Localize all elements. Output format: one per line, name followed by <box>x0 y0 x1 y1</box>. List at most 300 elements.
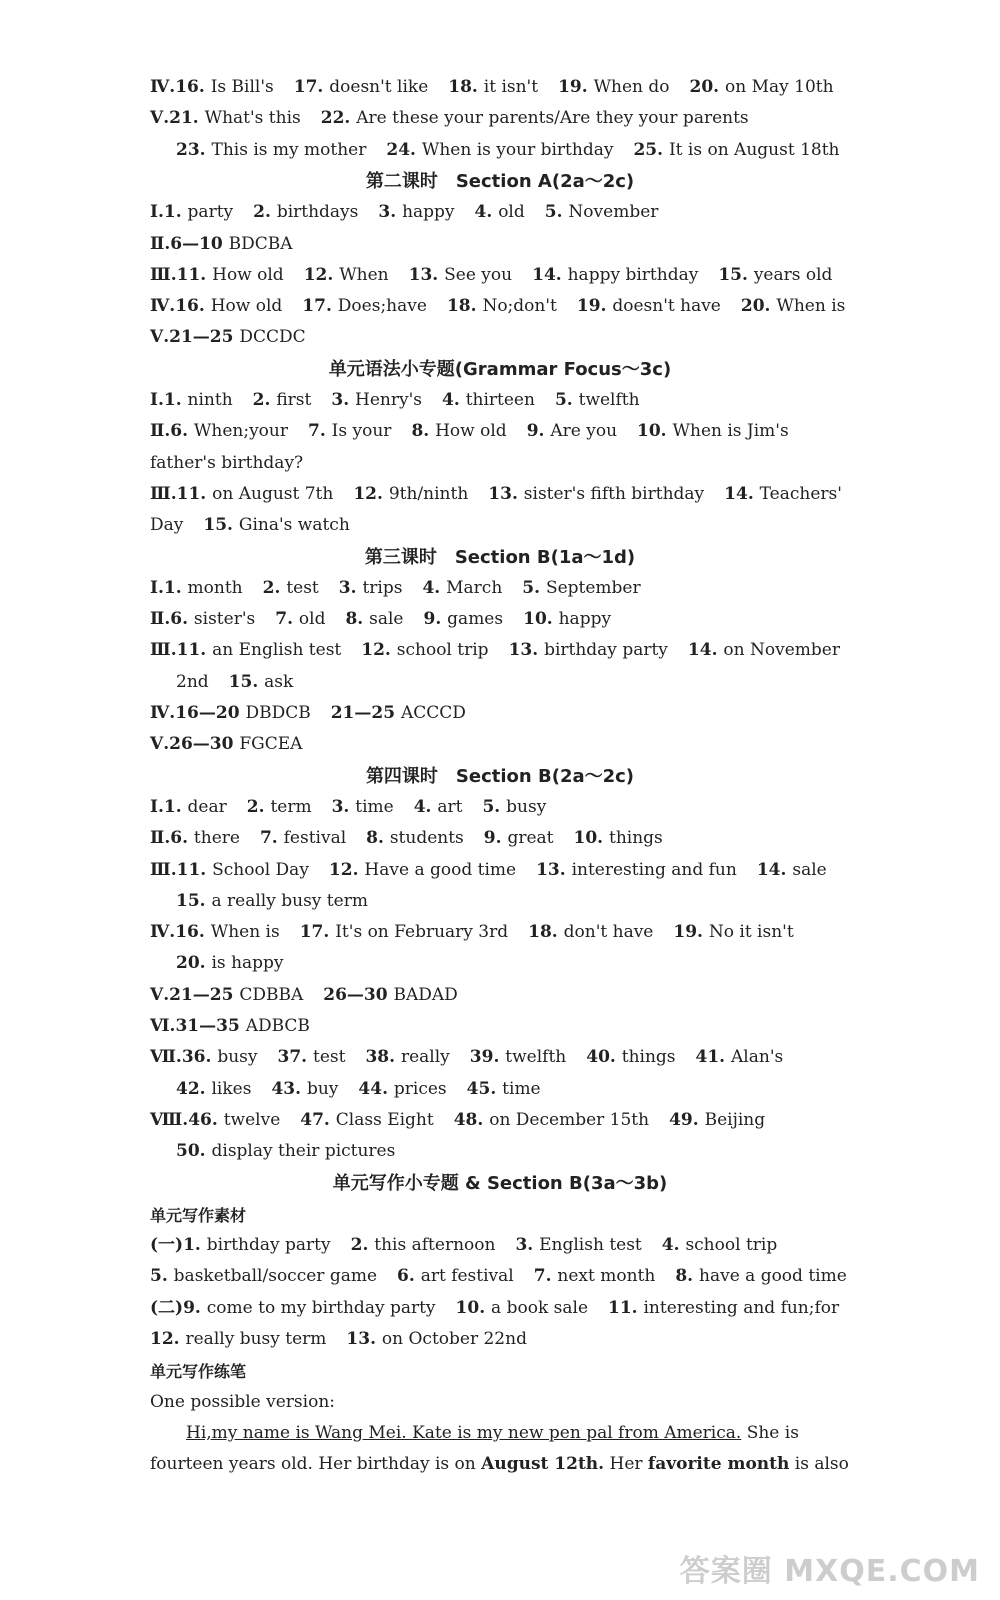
question-number: 24. <box>386 139 422 160</box>
answer-item <box>164 390 253 410</box>
roman-numeral: Ⅳ. <box>150 296 176 317</box>
answer-item <box>484 828 574 848</box>
answer-text: busy <box>506 796 547 817</box>
answer-item <box>331 703 486 723</box>
answer-text: No it isn't <box>708 922 794 943</box>
answer-item <box>253 390 332 410</box>
answer-text: It is on August 18th <box>668 139 840 160</box>
answer-item <box>302 296 447 316</box>
question-number: 20. <box>176 953 212 974</box>
answer-item <box>409 265 532 285</box>
answer-item <box>536 860 757 880</box>
answer-row <box>150 1265 867 1287</box>
answer-text: interesting and fun;for <box>643 1297 840 1318</box>
question-number: 31—35 <box>175 1016 246 1036</box>
answer-text: FGCEA <box>239 734 303 755</box>
answer-item <box>509 640 688 660</box>
answer-text: this afternoon <box>374 1235 496 1256</box>
answer-item <box>397 1266 534 1286</box>
question-number: 41. <box>695 1047 732 1068</box>
answer-row <box>150 326 326 348</box>
answer-item <box>669 1110 785 1130</box>
answer-row <box>150 1328 547 1350</box>
question-number: 2. <box>262 577 287 598</box>
answer-item <box>182 1047 278 1067</box>
question-number: 1. <box>163 202 188 223</box>
answer-text: Is Bill's <box>210 77 274 97</box>
question-number: 5. <box>544 202 569 223</box>
question-number: 10. <box>573 828 609 849</box>
answer-row <box>150 107 769 129</box>
answer-text: English test <box>539 1235 642 1256</box>
answer-text: doesn't like <box>329 77 429 97</box>
roman-numeral: (二) <box>150 1297 184 1318</box>
answer-item <box>633 140 859 160</box>
answer-item <box>229 672 314 692</box>
question-number: 8. <box>675 1266 699 1287</box>
answer-item <box>183 1235 351 1255</box>
question-number: 18. <box>528 922 564 943</box>
answer-item <box>522 578 660 598</box>
question-number: 20. <box>689 77 726 97</box>
answer-text: BDCBA <box>228 233 293 254</box>
underlined-text: Hi,my name is Wang Mei. Kate is my new pen pal from America. <box>186 1422 742 1443</box>
answer-item <box>467 1079 561 1099</box>
answer-text: Are you <box>550 421 618 442</box>
answer-item <box>558 77 689 97</box>
answer-item <box>339 578 423 598</box>
answer-text: old <box>498 202 525 223</box>
answer-row <box>176 1078 561 1100</box>
answer-item <box>528 922 673 942</box>
answer-item <box>757 860 847 880</box>
question-number: 21. <box>169 108 205 129</box>
material-title: 单元写作素材 <box>150 1205 247 1225</box>
question-number: 13. <box>488 483 524 504</box>
question-number: 11. <box>608 1297 644 1318</box>
answer-text: father's birthday? <box>150 452 304 473</box>
answer-text: art festival <box>420 1266 514 1287</box>
question-number: 43. <box>271 1078 307 1099</box>
answer-text: Day <box>150 515 184 536</box>
question-number: 2. <box>252 390 277 410</box>
answer-item <box>169 734 322 754</box>
answer-item <box>332 797 414 817</box>
answer-row <box>150 1015 330 1037</box>
answer-item <box>253 202 378 222</box>
roman-numeral: Ⅶ. <box>150 1047 182 1068</box>
answer-text: ADBCB <box>245 1016 310 1036</box>
question-number: 39. <box>469 1047 506 1068</box>
answer-text: Beijing <box>704 1109 766 1130</box>
answer-item <box>688 640 860 660</box>
answer-item <box>351 1235 516 1255</box>
question-number: 15. <box>718 264 754 285</box>
answer-text: on December 15th <box>489 1109 650 1130</box>
question-number: 14. <box>756 859 793 880</box>
answer-text: first <box>276 390 312 410</box>
answer-text: 9th/ninth <box>388 483 469 504</box>
answer-item <box>150 1266 397 1286</box>
answer-text: School Day <box>212 859 309 880</box>
question-number: 9. <box>526 421 551 442</box>
answer-text: ninth <box>187 390 233 410</box>
question-number: 16. <box>175 77 211 97</box>
answer-item <box>675 1266 866 1286</box>
roman-numeral: Ⅴ. <box>150 734 170 755</box>
answer-item <box>170 234 312 254</box>
answer-text: happy birthday <box>567 264 699 285</box>
answer-text: How old <box>210 296 283 317</box>
question-number: 7. <box>533 1266 558 1287</box>
answer-item <box>690 77 854 97</box>
answer-item <box>422 578 522 598</box>
answer-row <box>150 295 865 317</box>
answer-text: sale <box>369 609 404 630</box>
question-number: 45. <box>466 1078 503 1099</box>
answer-item <box>361 640 508 660</box>
answer-row <box>150 483 862 505</box>
answer-text: twelfth <box>505 1047 567 1068</box>
question-number: 25. <box>633 139 669 160</box>
answer-row <box>150 733 322 755</box>
question-number: 50. <box>176 1141 212 1162</box>
question-number: 15. <box>203 515 239 536</box>
answer-text: DCCDC <box>239 327 306 348</box>
question-number: 5. <box>522 577 546 598</box>
answer-text: festival <box>283 828 347 849</box>
answer-text: BADAD <box>393 984 458 1005</box>
answer-item <box>170 828 260 848</box>
answer-item <box>188 1110 300 1130</box>
answer-item <box>175 922 300 942</box>
question-number: 49. <box>669 1109 705 1130</box>
answer-text: dear <box>187 796 227 817</box>
answer-item <box>150 1329 346 1349</box>
answer-item <box>271 1079 358 1099</box>
answer-item <box>175 77 294 97</box>
question-number: 26—30 <box>323 984 394 1005</box>
answer-item <box>442 390 555 410</box>
section-heading: 单元语法小专题(Grammar Focus～3c) <box>328 358 672 380</box>
roman-numeral: Ⅲ. <box>150 640 177 661</box>
essay-line-2 <box>150 1453 849 1475</box>
answer-text: come to my birthday party <box>206 1297 436 1318</box>
question-number: 6. <box>170 609 194 630</box>
answer-item <box>358 1079 466 1099</box>
roman-numeral: Ⅰ. <box>150 202 164 223</box>
question-number: 48. <box>453 1109 490 1130</box>
answer-item <box>574 828 683 848</box>
question-number: 6. <box>170 421 194 442</box>
question-number: 36. <box>181 1047 218 1068</box>
question-number: 13. <box>408 264 445 285</box>
question-number: 17. <box>293 77 330 97</box>
answer-text: DBDCB <box>245 703 311 723</box>
essay-text: Her <box>604 1454 648 1475</box>
answer-text: Teachers' <box>759 483 842 504</box>
roman-numeral: Ⅱ. <box>150 609 171 630</box>
question-number: 17. <box>302 296 338 317</box>
answer-text: March <box>446 577 503 598</box>
answer-row <box>150 514 370 536</box>
question-number: 5. <box>554 390 579 410</box>
question-number: 19. <box>673 922 709 943</box>
answer-item <box>150 453 323 473</box>
answer-item <box>696 1047 804 1067</box>
answer-text: ACCCD <box>400 703 466 723</box>
answer-row <box>150 389 660 411</box>
answer-text: 2nd <box>176 671 209 692</box>
answer-item <box>175 703 331 723</box>
answer-row <box>150 827 683 849</box>
answer-text: things <box>609 828 663 849</box>
answer-item <box>386 140 633 160</box>
answer-row <box>150 264 852 286</box>
answer-item <box>177 860 329 880</box>
question-number: 12. <box>328 859 365 880</box>
roman-numeral: Ⅱ. <box>150 421 171 442</box>
answer-row <box>150 201 678 223</box>
section-heading: 第三课时 Section B(1a～1d) <box>364 546 636 568</box>
roman-numeral: Ⅴ. <box>150 327 170 348</box>
answer-item <box>294 77 449 97</box>
answer-text: don't have <box>563 922 654 943</box>
question-number: 12. <box>361 640 397 661</box>
answer-item <box>263 578 339 598</box>
answer-item <box>164 578 263 598</box>
question-number: 23. <box>176 139 212 160</box>
question-number: 2. <box>246 796 271 817</box>
roman-numeral: Ⅰ. <box>150 577 164 598</box>
answer-text: party <box>187 202 234 223</box>
answer-item <box>170 421 308 441</box>
answer-text: twelve <box>223 1109 281 1130</box>
answer-item <box>183 1298 455 1318</box>
question-number: 20. <box>740 296 777 317</box>
answer-item <box>482 797 566 817</box>
answer-item <box>170 609 275 629</box>
answer-text: twelfth <box>578 390 640 410</box>
answer-item <box>176 1141 415 1161</box>
answer-item <box>673 922 813 942</box>
answer-text: is happy <box>211 953 284 974</box>
question-number: 22. <box>320 108 357 129</box>
answer-text: Have a good time <box>364 859 517 880</box>
answer-text: sister's fifth birthday <box>523 483 705 504</box>
answer-row <box>150 1234 797 1256</box>
essay-text: fourteen years old. Her birthday is on <box>150 1454 482 1475</box>
roman-numeral: Ⅵ. <box>150 1016 176 1036</box>
answer-text: a book sale <box>491 1297 588 1318</box>
answer-text: school trip <box>396 640 489 661</box>
answer-text: students <box>389 828 464 849</box>
answer-row <box>150 452 323 474</box>
answer-item <box>175 1016 329 1036</box>
answer-row <box>150 796 566 818</box>
answer-text: happy <box>402 202 455 223</box>
question-number: 1. <box>183 1235 207 1256</box>
roman-numeral: Ⅳ. <box>150 77 176 97</box>
answer-item <box>488 484 724 504</box>
answer-row <box>176 1140 415 1162</box>
section-heading: 第四课时 Section B(2a～2c) <box>365 765 635 787</box>
answer-text: When is your birthday <box>421 139 614 160</box>
question-number: 10. <box>637 421 673 442</box>
answer-item <box>177 640 362 660</box>
question-number: 2. <box>253 202 277 223</box>
question-number: 8. <box>411 421 436 442</box>
question-number: 7. <box>275 609 299 630</box>
answer-row <box>176 890 388 912</box>
answer-text: things <box>621 1047 676 1068</box>
answer-text: it isn't <box>483 77 539 97</box>
answer-item <box>424 609 524 629</box>
answer-text: time <box>502 1078 541 1099</box>
question-number: 3. <box>331 390 356 410</box>
answer-item <box>366 828 484 848</box>
answer-text: See you <box>444 264 513 285</box>
answer-text: When;your <box>193 421 288 442</box>
practice-title: 单元写作练笔 <box>150 1362 247 1382</box>
question-number: 5. <box>482 796 507 817</box>
question-number: 4. <box>442 390 466 410</box>
answer-item <box>300 922 528 942</box>
question-number: 11. <box>176 859 213 880</box>
answer-text: prices <box>393 1078 447 1099</box>
question-number: 13. <box>346 1329 382 1349</box>
answer-text: No;don't <box>482 296 557 317</box>
answer-item <box>247 797 332 817</box>
answer-item <box>545 202 679 222</box>
question-number: 21—25 <box>169 327 240 348</box>
watermark-logo: 答案圈 MXQE.COM <box>679 1554 980 1589</box>
question-number: 15. <box>176 890 212 911</box>
question-number: 19. <box>558 77 594 97</box>
roman-numeral: Ⅳ. <box>150 922 176 943</box>
answer-text: When is Jim's <box>672 421 789 442</box>
roman-numeral: Ⅰ. <box>150 390 164 410</box>
answer-item <box>331 390 442 410</box>
answer-item <box>300 1110 453 1130</box>
question-number: 9. <box>423 609 448 630</box>
answer-text: likes <box>211 1078 252 1099</box>
question-number: 11. <box>176 640 213 661</box>
answer-text: old <box>298 609 326 630</box>
answer-text: When do <box>593 77 670 97</box>
question-number: 4. <box>661 1235 686 1256</box>
section-heading: 单元写作小专题 & Section B(3a～3b) <box>332 1172 668 1194</box>
question-number: 9. <box>483 828 508 849</box>
answer-text: really <box>400 1047 450 1068</box>
question-number: 19. <box>576 296 613 317</box>
answer-text: on August 7th <box>212 483 334 504</box>
answer-row <box>150 1109 785 1131</box>
roman-numeral: Ⅱ. <box>150 828 171 849</box>
answer-text: When is <box>776 296 846 317</box>
answer-text: really busy term <box>185 1329 327 1349</box>
question-number: 9. <box>183 1297 207 1318</box>
answer-text: test <box>286 577 319 598</box>
question-number: 4. <box>413 796 438 817</box>
question-number: 6—10 <box>170 233 229 254</box>
answer-row <box>150 233 313 255</box>
answer-item <box>456 1298 608 1318</box>
question-number: 16—20 <box>175 703 246 723</box>
answer-item <box>164 797 247 817</box>
answer-text: display their pictures <box>211 1141 396 1162</box>
answer-row <box>150 702 486 724</box>
answer-text: doesn't have <box>612 296 721 317</box>
version-label: One possible version: <box>150 1391 335 1412</box>
answer-text: How old <box>435 421 507 442</box>
question-number: 37. <box>277 1047 314 1068</box>
roman-numeral: Ⅱ. <box>150 233 171 254</box>
answer-text: on October 22nd <box>381 1329 527 1349</box>
answer-text: birthday party <box>206 1235 331 1256</box>
answer-item <box>176 1079 271 1099</box>
question-number: 12. <box>303 264 340 285</box>
answer-item <box>448 77 558 97</box>
answer-item <box>169 985 323 1005</box>
bold-phrase: favorite month <box>647 1454 790 1475</box>
roman-numeral: Ⅳ. <box>150 703 176 723</box>
question-number: 3. <box>378 202 403 223</box>
question-number: 15. <box>228 671 265 692</box>
question-number: 18. <box>448 77 484 97</box>
answer-text: thirteen <box>465 390 535 410</box>
question-number: 11. <box>176 483 213 504</box>
answer-row <box>150 608 631 630</box>
question-number: 3. <box>331 796 356 817</box>
answer-item <box>177 265 304 285</box>
answer-row <box>176 139 859 161</box>
answer-item <box>177 484 354 504</box>
answer-item <box>353 484 488 504</box>
answer-item <box>586 1047 695 1067</box>
answer-text: birthday party <box>544 640 668 661</box>
question-number: 8. <box>345 609 370 630</box>
answer-item <box>346 1329 547 1349</box>
question-number: 42. <box>176 1078 212 1099</box>
answer-text: time <box>355 796 394 817</box>
answer-item <box>532 265 718 285</box>
answer-item <box>329 860 536 880</box>
question-number: 1. <box>163 390 188 410</box>
answer-item <box>169 108 321 128</box>
answer-text: It's on February 3rd <box>335 922 509 943</box>
question-number: 11. <box>176 264 213 285</box>
answer-text: busy <box>217 1047 258 1068</box>
question-number: 12. <box>353 483 389 504</box>
question-number: 12. <box>150 1329 186 1349</box>
answer-row <box>150 1297 859 1319</box>
answer-item <box>176 891 388 911</box>
answer-item <box>169 327 326 347</box>
answer-item <box>454 1110 669 1130</box>
answer-row <box>150 639 860 661</box>
answer-item <box>534 1266 676 1286</box>
answer-row <box>176 671 313 693</box>
answer-item <box>345 609 423 629</box>
answer-item <box>662 1235 797 1255</box>
roman-numeral: Ⅲ. <box>150 483 177 504</box>
answer-text: test <box>313 1047 346 1068</box>
answer-row <box>176 952 304 974</box>
answer-text: When <box>339 264 389 285</box>
question-number: 17. <box>299 922 336 943</box>
question-number: 7. <box>259 828 284 849</box>
